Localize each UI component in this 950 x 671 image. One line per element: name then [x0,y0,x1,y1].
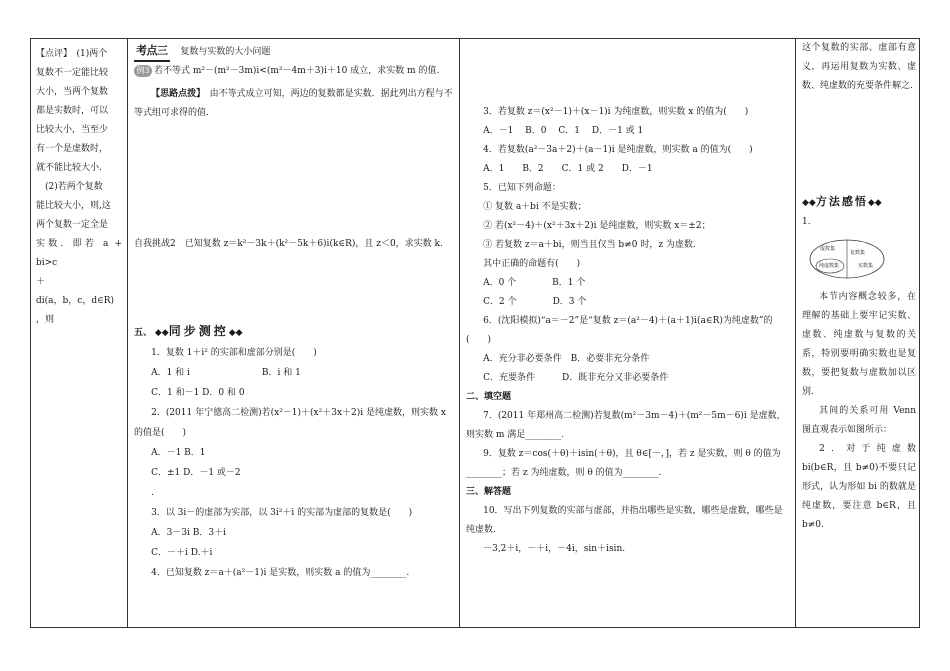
method-para-2: 其间的关系可用 Venn 图直观表示如图所示： [802,406,916,435]
text-line: C．－＋i D.＋i [151,548,213,558]
diamond-icon: ◆◆ [228,328,243,338]
self-challenge: 自我挑战2 已知复数 z＝k²－3k＋(k²－5k＋6)i(k∈R)，且 z＜0，求实数 k. [134,239,443,249]
answer-questions [466,502,789,559]
text-line: 大小，当两个复数 [36,87,109,97]
text-line: A．1 和 i B．i 和 1 [151,368,301,378]
spacer [466,39,789,103]
text-line: A．充分非必要条件 B．必要非充分条件 [483,354,650,364]
text-line: C．±1 D．－1 或－2 [151,468,241,478]
hint-label: 【思路点拨】 [151,89,201,99]
commentary-text [36,45,122,330]
hint-paragraph [134,85,453,123]
text-line: 就不能比较大小. [36,163,102,173]
text-line: . [151,488,154,498]
worksheet-table [30,38,920,628]
text-line: A．1 B．2 C．1 或 2 D．－1 [483,164,653,174]
text-line: (2)若两个复数 [36,182,103,192]
text-line: 7．(2011 年郑州高二检测)若复数(m²－3m－4)＋(m²－5m－6)i 是虚数，则实数 m 满足________. [466,411,786,440]
venn-label-pure-imaginary: 纯虚数集 [819,263,840,269]
topic-title: 复数与实数的大小问题 [180,47,271,57]
hint-text: 由不等式成立可知，两边的复数都是实数．据此列出方程与不等式组可求得的值. [134,89,453,118]
text-line: 4．已知复数 z＝a＋(a²－1)i 是实数，则实数 a 的值为________. [151,568,410,578]
summary-column [796,39,921,627]
text-line: C．1 和－1 D．0 和 0 [151,388,245,398]
exercise-list [134,343,453,583]
main-column [128,39,459,627]
text-line: 3．以 3i－的虚部为实部，以 3i²＋i 的实部为虚部的复数是( ) [151,508,413,518]
text-line: A．－1 B．0 C．1 D．－1 或 1 [483,126,644,136]
text-line: ，则 [36,315,55,325]
text-line: ③ 若复数 z＝a＋bi，则当且仅当 b≠0 时，z 为虚数. [483,240,696,250]
exercise-column [460,39,795,627]
diamond-icon: ◆◆ [802,198,816,208]
choice-questions [466,103,789,388]
text-line: ＋ [36,277,46,287]
section-number: 五、 [134,328,153,338]
text-line: A．3－3i B．3＋i [151,528,227,538]
text-line: 6．(沈阳模拟)“a＝－2”是“复数 z＝(a²－4)＋(a＋1)i(a∈R)为纯虚数”的( ) [466,316,773,345]
text-line: －3,2＋i，－＋i，－4i，sin＋isin. [483,544,626,554]
example-3 [134,62,453,81]
venn-label-imaginary: 虚数集 [820,246,836,252]
example-badge: 例3 [134,65,152,77]
text-line: 1．复数 1＋i² 的实部和虚部分别是( ) [151,348,317,358]
text-line: 2．(2011 年宁德高二检测)若(x²－1)＋(x²＋3x＋2)i 是纯虚数，则实数 x 的值是( ) [134,408,446,438]
text-line: 都是实数时，可以 [36,106,109,116]
point-1-number: 1. [802,217,811,227]
section-heading [134,322,453,343]
fill-questions [466,407,789,483]
section-banner: ◆◆同步测控◆◆ [154,324,243,338]
venn-shapes [808,238,886,280]
spacer [802,96,916,192]
topic-header [134,41,453,62]
venn-label-real: 实数集 [858,263,874,269]
text-line: C．2 个 D．3 个 [483,297,587,307]
commentary-column [31,39,127,627]
text-line: ② 若(x²－4)＋(x²＋3x＋2)i 是纯虚数，则实数 x＝±2； [483,221,711,231]
text-line: 实数．即若 a + bi>c [36,239,122,268]
method-para-1: 本节内容概念较多，在理解的基础上要牢记实数、虚数、纯虚数与复数的关系，特别要明确实数也是复数，要把复数与虚数加以区别. [802,292,916,397]
venn-diagram [808,238,886,280]
text-line: 能比较大小，则,这 [36,201,111,211]
text-line: 其中正确的命题有( ) [483,259,581,269]
fill-section-title: 二、填空题 [466,392,512,402]
text-line: 9．复数 z＝cos(＋θ)＋isin(＋θ)，且 θ∈[－，]，若 z 是实数，则 θ 的值为________；若 z 为纯虚数，则 θ 的值为________. [466,449,781,478]
example-text: 若不等式 m²－(m²－3m)i<(m²－4m＋3)i＋10 成立，求实数 m 的值. [154,66,440,76]
answer-section-title: 三、解答题 [466,487,512,497]
text-line: C．充要条件 D．既非充分又非必要条件 [483,373,669,383]
text-line: ① 复数 a＋bi 不是实数； [483,202,587,212]
topic-label: 考点三 [134,41,170,62]
diamond-icon: ◆◆ [154,328,169,338]
text-line: 【点评】 (1)两个 [36,49,108,59]
text-line: A．－1 B．1 [151,448,206,458]
method-para-3: 2．对于纯虚数 bi(b∈R，且 b≠0)不要只记形式，认为形如 bi 的数就是纯虚数，要注意 b∈R，且 b≠0. [802,444,916,530]
text-line: A．0 个 B．1 个 [483,278,586,288]
text-line: di(a，b，c，d∈R) [36,296,115,306]
text-line: 4．若复数(a²－3a＋2)＋(a－1)i 是纯虚数，则实数 a 的值为( ) [483,145,753,155]
method-intro: 这个复数的实部、虚部有意义，再运用复数为实数、虚数、纯虚数的充要条件解之. [802,43,916,91]
method-banner: ◆◆方法感悟◆◆ [802,195,882,208]
text-line: 比较大小，当至少 [36,125,109,135]
text-line: 有一个是虚数时， [36,144,109,154]
diamond-icon: ◆◆ [867,198,882,208]
text-line: 10．写出下列复数的实部与虚部，并指出哪些是实数，哪些是虚数，哪些是纯虚数. [466,506,783,535]
text-line: 5．已知下列命题： [483,183,561,193]
text-line: 复数不一定能比较 [36,68,109,78]
venn-label-complex: 复数集 [850,250,866,256]
text-line: 两个复数一定全是 [36,220,109,230]
text-line: 3．若复数 z＝(x²－1)＋(x－1)i 为纯虚数，则实数 x 的值为( ) [483,107,749,117]
